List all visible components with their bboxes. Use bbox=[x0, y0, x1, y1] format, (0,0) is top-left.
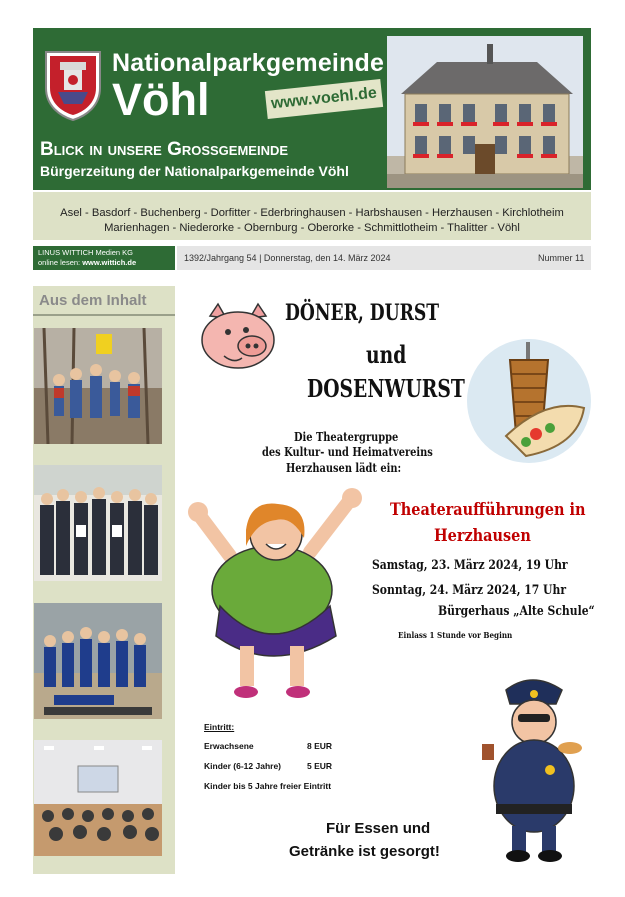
online-url-link[interactable]: www.wittich.de bbox=[82, 258, 137, 267]
performance-title-2: Herzhausen bbox=[434, 526, 531, 546]
invite-line-3: Herzhausen lädt ein: bbox=[286, 461, 402, 475]
price-adults-label: Erwachsene bbox=[204, 741, 254, 751]
performance-title-1: Theateraufführungen in bbox=[390, 500, 586, 520]
performance-date-2: Sonntag, 24. März 2024, 17 Uhr bbox=[372, 583, 566, 598]
sidebar-title: Aus dem Inhalt bbox=[39, 292, 147, 309]
issue-number: Nummer 11 bbox=[538, 253, 585, 263]
admission-note: Einlass 1 Stunde vor Beginn bbox=[398, 630, 513, 640]
performance-venue: Bürgerhaus „Alte Schule“ bbox=[438, 604, 595, 619]
invite-line-2: des Kultur- und Heimatvereins bbox=[262, 445, 433, 459]
performance-date-1: Samstag, 23. März 2024, 19 Uhr bbox=[372, 558, 568, 573]
municipal-crest-icon bbox=[42, 48, 104, 122]
food-line-2: Getränke ist gesorgt! bbox=[289, 843, 440, 860]
entry-label: Eintritt: bbox=[204, 722, 235, 732]
online-label: online lesen: bbox=[38, 258, 81, 267]
villages-line2: Marienhagen - Niederorke - Obernburg - Oberorke - Schmittlotheim - Thalitter - Vöhl bbox=[104, 222, 520, 234]
publisher-name: LINUS WITTICH Medien KG bbox=[38, 248, 134, 257]
price-children-label: Kinder (6-12 Jahre) bbox=[204, 761, 281, 771]
masthead-subtitle: Blick in unsere Grossgemeinde bbox=[40, 139, 289, 160]
online-read bbox=[38, 258, 136, 267]
masthead-subtitle2: Bürgerzeitung der Nationalparkgemeinde Vöhl bbox=[40, 163, 349, 179]
town-hall-photo bbox=[387, 36, 583, 188]
police-officer-illustration-icon bbox=[478, 674, 586, 864]
price-children-value: 5 EUR bbox=[307, 761, 333, 771]
food-line-1: Für Essen und bbox=[326, 820, 431, 837]
gym-team-photo[interactable] bbox=[34, 603, 162, 719]
invite-line-1: Die Theatergruppe bbox=[294, 430, 399, 444]
masthead-title-line1: Nationalparkgemeinde bbox=[112, 49, 385, 77]
doner-kebab-illustration-icon bbox=[466, 338, 592, 464]
group-ceremony-photo[interactable] bbox=[34, 465, 162, 581]
poster-headline-2: und bbox=[366, 340, 407, 369]
cheering-woman-illustration-icon bbox=[180, 486, 365, 706]
villages-line1: Asel - Basdorf - Buchenberg - Dorfitter - Ederbringhausen - Harbshausen - Herzhausen - Kirchlotheim bbox=[60, 207, 564, 219]
issue-info: 1392/Jahrgang 54 | Donnerstag, den 14. März 2024 bbox=[184, 253, 391, 263]
children-forest-photo[interactable] bbox=[34, 328, 162, 444]
website-banner[interactable]: www.voehl.de bbox=[265, 79, 383, 119]
poster-headline-1: DÖNER, DURST bbox=[285, 300, 440, 326]
pig-illustration-icon bbox=[198, 302, 278, 374]
poster-headline-3: DOSENWURST bbox=[307, 374, 465, 403]
price-free-note: Kinder bis 5 Jahre freier Eintritt bbox=[204, 781, 332, 791]
sidebar-divider bbox=[33, 314, 175, 316]
masthead-title-line2: Vöhl bbox=[112, 74, 210, 125]
price-adults-value: 8 EUR bbox=[307, 741, 333, 751]
lecture-hall-photo[interactable] bbox=[34, 740, 162, 856]
